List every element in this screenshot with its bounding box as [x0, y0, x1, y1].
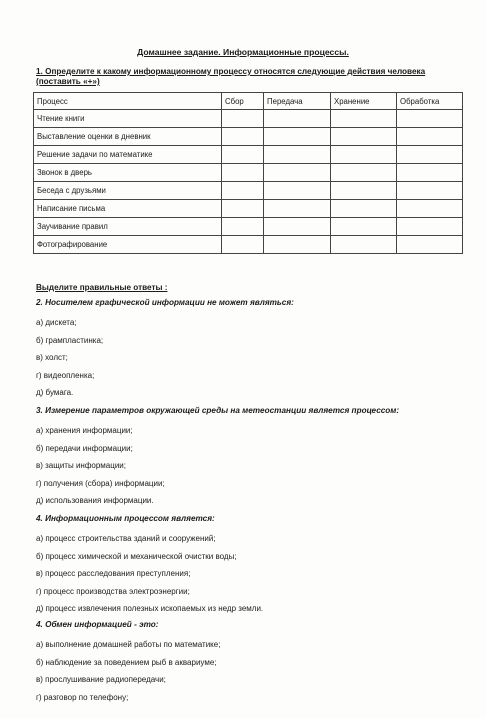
answer-option[interactable]: г) получения (сбора) информации;	[36, 478, 165, 488]
process-name-cell: Написание письма	[34, 200, 222, 218]
answer-option[interactable]: а) дискета;	[36, 318, 77, 327]
answer-option[interactable]: г) видеопленка;	[36, 370, 95, 380]
question-text: 4. Обмен информацией - это:	[36, 620, 159, 629]
answer-cell[interactable]	[222, 164, 264, 182]
answer-cell[interactable]	[397, 236, 463, 254]
process-name-cell: Решение задачи по математике	[34, 146, 222, 164]
answer-cell[interactable]	[222, 218, 264, 236]
answer-cell[interactable]	[331, 182, 397, 200]
process-name-cell: Звонок в дверь	[34, 164, 222, 182]
table-row	[34, 146, 463, 164]
answer-cell[interactable]	[397, 164, 463, 182]
answer-cell[interactable]	[331, 236, 397, 254]
answer-option[interactable]: б) грампластинка;	[36, 335, 104, 345]
answer-option[interactable]: д) бумага.	[36, 388, 74, 398]
table-row	[34, 236, 463, 254]
answer-cell[interactable]	[331, 128, 397, 146]
table-row	[34, 218, 463, 236]
answer-cell[interactable]	[331, 110, 397, 128]
answer-cell[interactable]	[264, 146, 331, 164]
answer-option[interactable]: д) процесс извлечения полезных ископаемых из недр земли.	[36, 604, 264, 614]
process-name-cell: Заучивание правил	[34, 218, 222, 236]
table-row	[34, 200, 463, 218]
process-name-cell: Беседа с друзьями	[34, 182, 222, 200]
answer-option[interactable]: в) прослушивание радиопередачи;	[36, 675, 166, 685]
answer-option[interactable]: в) защиты информации;	[36, 461, 126, 471]
question-text: 4. Информационным процессом является:	[36, 514, 215, 523]
answer-cell[interactable]	[331, 200, 397, 218]
answer-option[interactable]: в) холст;	[36, 353, 68, 363]
answer-option[interactable]: а) хранения информации;	[36, 426, 133, 435]
answer-cell[interactable]	[264, 218, 331, 236]
task1-heading: 1. Определите к какому информационному процессу относятся следующие действия человека (поставить «+»)	[36, 67, 426, 86]
table-row	[34, 128, 463, 146]
answer-cell[interactable]	[222, 128, 264, 146]
answer-option[interactable]: б) наблюдение за поведением рыб в аквариуме;	[36, 657, 217, 667]
process-name-cell: Чтение книги	[34, 110, 222, 128]
page-title: Домашнее задание. Информационные процессы.	[137, 47, 349, 57]
answer-cell[interactable]	[331, 146, 397, 164]
table-row	[34, 110, 463, 128]
answer-cell[interactable]	[397, 110, 463, 128]
section-heading: Выделите правильные ответы :	[36, 283, 168, 292]
answer-cell[interactable]	[222, 146, 264, 164]
answer-option[interactable]: а) выполнение домашней работы по математике;	[36, 640, 221, 649]
process-name-cell: Фотографирование	[34, 236, 222, 254]
column-header: Сбор	[222, 93, 264, 110]
answer-cell[interactable]	[331, 218, 397, 236]
answer-cell[interactable]	[222, 182, 264, 200]
process-name-cell: Выставление оценки в дневник	[34, 128, 222, 146]
column-header: Хранение	[331, 93, 397, 110]
answer-cell[interactable]	[222, 236, 264, 254]
answer-option[interactable]: д) использования информации.	[36, 496, 154, 506]
question-text: 2. Носителем графической информации не может являться:	[36, 298, 294, 307]
answer-cell[interactable]	[264, 182, 331, 200]
answer-option[interactable]: а) процесс строительства зданий и сооружений;	[36, 534, 216, 543]
table-row	[34, 182, 463, 200]
question-text: 3. Измерение параметров окружающей среды на метеостанции является процессом:	[36, 406, 400, 415]
answer-cell[interactable]	[397, 182, 463, 200]
answer-cell[interactable]	[222, 200, 264, 218]
answer-cell[interactable]	[397, 200, 463, 218]
answer-cell[interactable]	[331, 164, 397, 182]
answer-cell[interactable]	[264, 164, 331, 182]
answer-cell[interactable]	[264, 200, 331, 218]
table-row	[34, 164, 463, 182]
answer-option[interactable]: б) процесс химической и механической очистки воды;	[36, 551, 237, 561]
answer-cell[interactable]	[397, 128, 463, 146]
answer-cell[interactable]	[222, 110, 264, 128]
answer-cell[interactable]	[397, 218, 463, 236]
process-table	[33, 92, 463, 254]
column-header: Обработка	[397, 93, 463, 110]
answer-option[interactable]: г) процесс производства электроэнергии;	[36, 586, 190, 596]
answer-option[interactable]: в) процесс расследования преступления;	[36, 569, 191, 579]
table-header-row	[34, 93, 463, 110]
column-header: Передача	[264, 93, 331, 110]
answer-cell[interactable]	[264, 236, 331, 254]
answer-cell[interactable]	[264, 110, 331, 128]
answer-option[interactable]: б) передачи информации;	[36, 443, 133, 453]
answer-cell[interactable]	[397, 146, 463, 164]
answer-option[interactable]: г) разговор по телефону;	[36, 692, 129, 702]
answer-cell[interactable]	[264, 128, 331, 146]
column-header: Процесс	[34, 93, 222, 110]
